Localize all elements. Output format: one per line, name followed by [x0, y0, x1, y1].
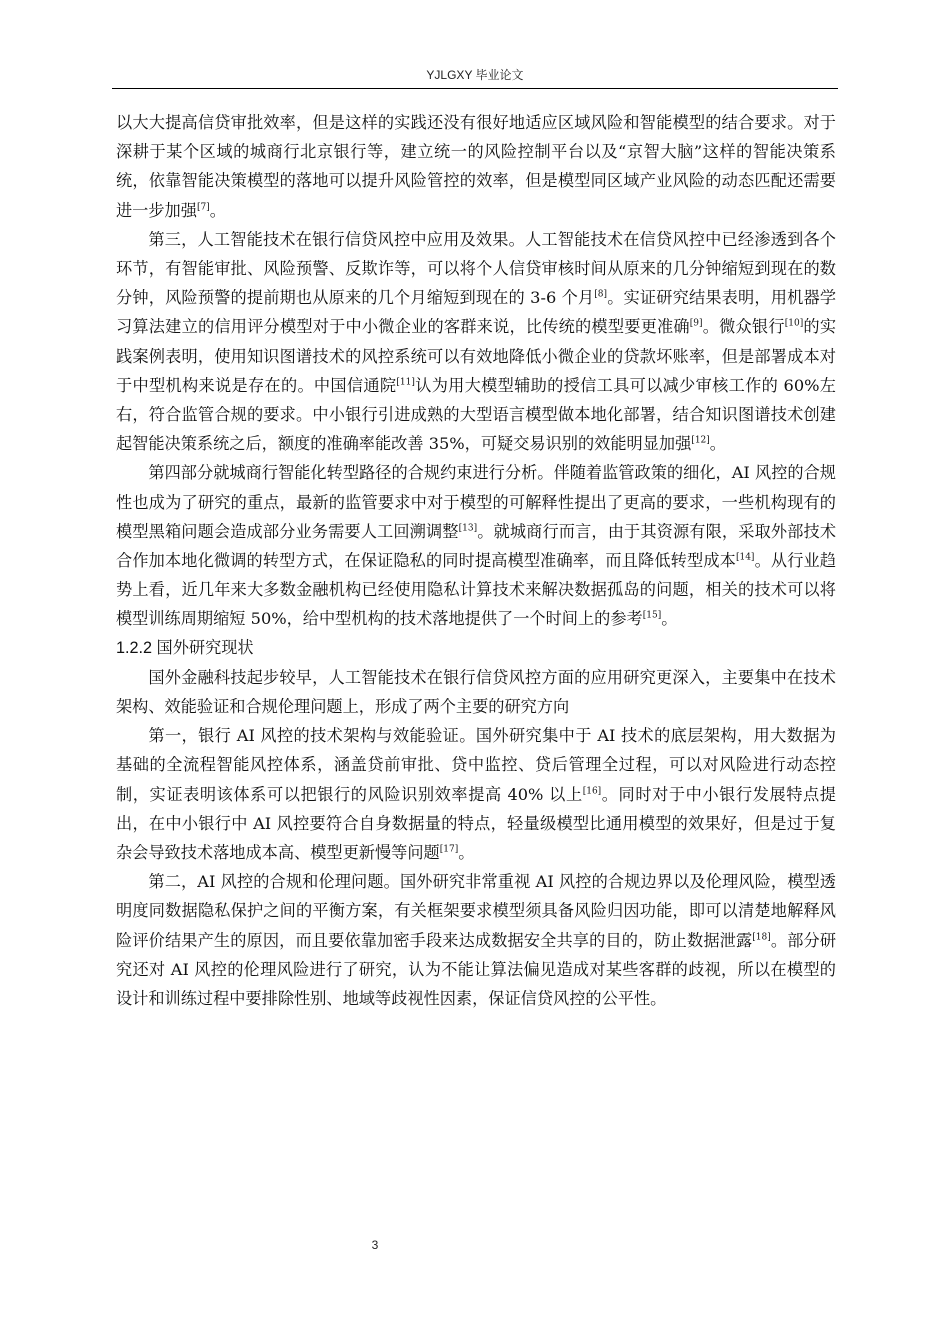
- section-heading: [116, 634, 836, 663]
- paragraph: [116, 721, 836, 867]
- citation-ref: [12]: [691, 435, 710, 446]
- paragraph: [116, 867, 836, 1013]
- text-run: 。: [661, 609, 678, 629]
- text-run: 1.2.2 国外研究现状: [116, 638, 254, 657]
- page-number: 3: [371, 1238, 379, 1252]
- text-run: 国外金融科技起步较早，人工智能技术在银行信贷风控方面的应用研究更深入，主要集中在技术架构、效能验证和合规伦理问题上，形成了两个主要的研究方向: [116, 667, 836, 717]
- text-run: 。从行业趋势上看，近几年来大多数金融机构已经使用隐私计算技术来解决数据孤岛的问题，相关的技术可以将模型训练周期缩短 50%，给中型机构的技术落地提供了一个时间上的参考: [116, 551, 837, 629]
- text-run: 。微众银行: [702, 317, 785, 337]
- paragraph: [116, 108, 836, 225]
- citation-ref: [8]: [594, 289, 608, 300]
- citation-ref: [17]: [439, 844, 459, 855]
- paragraph: [116, 663, 836, 721]
- text-run: 。: [209, 200, 226, 220]
- text-run: 第一，银行 AI 风控的技术架构与效能验证。国外研究集中于 AI 技术的底层架构，用大数据为基础的全流程智能风控体系，涵盖贷前审批、贷中监控、贷后管理全过程，可以对风险进行动态控制，实证表明该体系可以把银行的风险识别效率提高 40% 以上: [116, 726, 836, 804]
- text-run: 。: [458, 843, 475, 863]
- citation-ref: [7]: [196, 202, 210, 213]
- citation-ref: [16]: [582, 786, 602, 797]
- text-run: 认为用大模型辅助的授信工具可以减少审核工作的 60%左右，符合监管合规的要求。中小银行引进成熟的大型语言模型做本地化部署，结合知识图谱技术创建起智能决策系统之后，额度的准确率能改善 35%，可疑交易识别的效能明显加强: [116, 375, 836, 454]
- citation-ref: [13]: [458, 523, 478, 534]
- citation-ref: [14]: [735, 552, 755, 563]
- citation-ref: [18]: [752, 932, 771, 943]
- text-run: 。: [709, 434, 726, 454]
- text-run: 。同时对于中小银行发展特点提出，在中小银行中 AI 风控要符合自身数据量的特点，轻量级模型比通用模型的效果好，但是过于复杂会导致技术落地成本高、模型更新慢等问题: [116, 784, 836, 863]
- citation-ref: [10]: [784, 319, 804, 330]
- text-run: 第二，AI 风控的合规和伦理问题。国外研究非常重视 AI 风控的合规边界以及伦理风险，模型透明度同数据隐私保护之间的平衡方案，有关框架要求模型须具备风险归因功能，即可以清楚地解释风险评价结果产生的原因，而且要依靠加密手段来达成数据安全共享的目的，防止数据泄露: [116, 872, 836, 950]
- paragraph: [116, 458, 836, 633]
- header-rule: [112, 88, 838, 89]
- text-run: 。就城商行而言，由于其资源有限，采取外部技术合作加本地化微调的转型方式，在保证隐私的同时提高模型准确率，而且降低转型成本: [116, 521, 837, 571]
- text-run: 第三，人工智能技术在银行信贷风控中应用及效果。人工智能技术在信贷风控中已经渗透到各个环节，有智能审批、风险预警、反欺诈等，可以将个人信贷审核时间从原来的几分钟缩短到现在的数分钟，风险预警的提前期也从原来的几个月缩短到现在的 3-6 个月: [116, 229, 836, 308]
- running-header: YJLGXY 毕业论文: [426, 68, 524, 82]
- citation-ref: [11]: [396, 377, 415, 388]
- text-run: 的实践案例表明，使用知识图谱技术的风控系统可以有效地降低小微企业的贷款坏账率，但是部署成本对于中型机构来说是存在的。中国信通院: [116, 317, 837, 395]
- citation-ref: [9]: [689, 319, 703, 330]
- paragraph: [116, 225, 836, 459]
- text-run: 第四部分就城商行智能化转型路径的合规约束进行分析。伴随着监管政策的细化，AI 风控的合规性也成为了研究的重点，最新的监管要求中对于模型的可解释性提出了更高的要求，一些机构现有的模型黑箱问题会造成部分业务需要人工回溯调整: [116, 463, 836, 541]
- text-run: 。实证研究结果表明，用机器学习算法建立的信用评分模型对于中小微企业的客群来说，比传统的模型要更准确: [116, 288, 837, 337]
- body-text: [116, 108, 836, 1013]
- text-run: 。部分研究还对 AI 风控的伦理风险进行了研究，认为不能让算法偏见造成对某些客群的歧视，所以在模型的设计和训练过程中要排除性别、地域等歧视性因素，保证信贷风控的公平性。: [116, 930, 837, 1009]
- citation-ref: [15]: [642, 611, 662, 622]
- text-run: 以大大提高信贷审批效率，但是这样的实践还没有很好地适应区域风险和智能模型的结合要求。对于深耕于某个区域的城商行北京银行等，建立统一的风险控制平台以及“京智大脑”这样的智能决策系统，依靠智能决策模型的落地可以提升风险管控的效率，但是模型同区域产业风险的动态匹配还需要进一步加强: [116, 113, 836, 220]
